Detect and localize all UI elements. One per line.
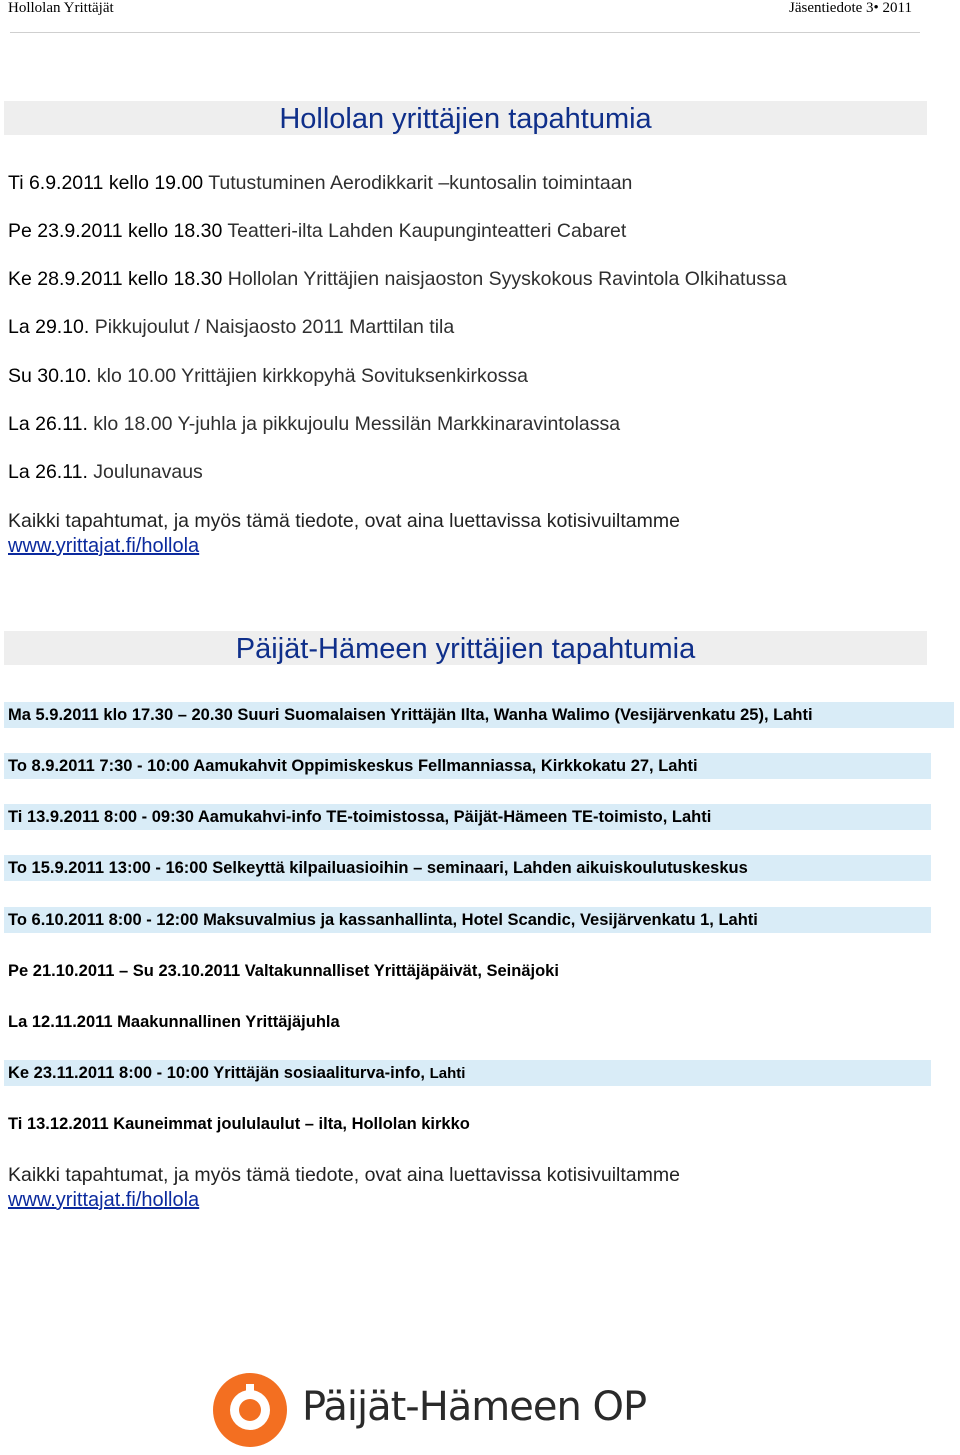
paijat-note: Kaikki tapahtumat, ja myös tämä tiedote, ovat aina luettavissa kotisivuiltamme [8, 1164, 680, 1186]
event-text: Teatteri-ilta Lahden Kaupunginteatteri Cabaret [222, 220, 627, 242]
paijat-event-row [4, 1060, 931, 1086]
event-text: Pe 21.10.2011 – Su 23.10.2011 Valtakunnalliset Yrittäjäpäivät, Seinäjoki [8, 962, 559, 980]
paijat-event-row [4, 1009, 931, 1035]
hollola-event [8, 365, 528, 388]
paijat-event-row [4, 855, 931, 881]
hollola-section-title: Hollolan yrittäjien tapahtumia [4, 101, 927, 135]
hollola-event [8, 413, 620, 436]
event-date: Ti 6.9.2011 kello 19.00 [8, 172, 204, 194]
sponsor-logo [210, 1370, 647, 1452]
paijat-event-row [4, 958, 931, 984]
event-text: Hollolan Yrittäjien naisjaoston Syyskokous Ravintola Olkihatussa [222, 268, 787, 290]
hollola-event [8, 461, 203, 484]
event-text: Tutustuminen Aerodikkarit –kuntosalin toimintaan [203, 172, 633, 194]
event-date: Ke 28.9.2011 kello 18.30 [8, 268, 223, 290]
event-text: klo 18.00 Y-juhla ja pikkujoulu Messilän Markkinaravintolassa [87, 413, 621, 435]
header-org: Hollolan Yrittäjät [8, 0, 114, 16]
paijat-event-row [4, 753, 931, 779]
header-issue: Jäsentiedote 3• 2011 [788, 0, 912, 16]
event-date: Su 30.10. [8, 365, 92, 387]
logo-wordmark: Päijät-Hämeen OP [302, 1384, 647, 1430]
running-header [0, 0, 960, 34]
event-text: To 8.9.2011 7:30 - 10:00 Aamukahvit Oppimiskeskus Fellmanniassa, Kirkkokatu 27, Lahti [8, 757, 698, 775]
event-text: To 6.10.2011 8:00 - 12:00 Maksuvalmius ja kassanhallinta, Hotel Scandic, Vesijärvenkatu 1, Lahti [8, 911, 758, 929]
event-text: Ma 5.9.2011 klo 17.30 – 20.30 Suuri Suomalaisen Yrittäjän Ilta, Wanha Walimo (Vesijärvenkatu 25), Lahti [8, 706, 813, 724]
website-link[interactable]: www.yrittajat.fi/hollola [8, 535, 200, 557]
event-text: To 15.9.2011 13:00 - 16:00 Selkeyttä kilpailuasioihin – seminaari, Lahden aikuiskoulutuskeskus [8, 859, 748, 877]
event-text: Ke 23.11.2011 8:00 - 10:00 Yrittäjän sosiaaliturva-info, [8, 1064, 430, 1082]
event-place: Lahti [429, 1065, 466, 1082]
paijat-link-wrap [8, 1189, 199, 1212]
op-logo-mark-icon [210, 1370, 290, 1450]
paijat-section-title: Päijät-Hämeen yrittäjien tapahtumia [4, 631, 927, 665]
paijat-event-row [4, 907, 931, 933]
paijat-event-row [4, 1111, 931, 1137]
event-text: La 12.11.2011 Maakunnallinen Yrittäjäjuhla [8, 1013, 340, 1031]
hollola-event [8, 172, 632, 195]
paijat-event-row [4, 702, 954, 728]
event-text: Joulunavaus [87, 461, 203, 483]
paijat-event-row [4, 804, 931, 830]
event-date: La 29.10. [8, 316, 90, 338]
hollola-event [8, 316, 454, 339]
website-link[interactable]: www.yrittajat.fi/hollola [8, 1189, 200, 1211]
event-text: Pikkujoulut / Naisjaosto 2011 Marttilan tila [89, 316, 455, 338]
event-text: Ti 13.12.2011 Kauneimmat joululaulut – ilta, Hollolan kirkko [8, 1115, 470, 1133]
hollola-event [8, 220, 626, 243]
event-date: La 26.11. [8, 461, 88, 483]
hollola-note: Kaikki tapahtumat, ja myös tämä tiedote, ovat aina luettavissa kotisivuiltamme [8, 510, 680, 532]
hollola-link-wrap [8, 535, 199, 558]
event-text: Ti 13.9.2011 8:00 - 09:30 Aamukahvi-info TE-toimistossa, Päijät-Hämeen TE-toimisto, Lahti [8, 808, 712, 826]
event-date: Pe 23.9.2011 kello 18.30 [8, 220, 223, 242]
hollola-event [8, 268, 787, 291]
event-date: La 26.11. [8, 413, 88, 435]
event-text: klo 10.00 Yrittäjien kirkkopyhä Sovituksenkirkossa [91, 365, 528, 387]
header-rule [10, 32, 920, 33]
